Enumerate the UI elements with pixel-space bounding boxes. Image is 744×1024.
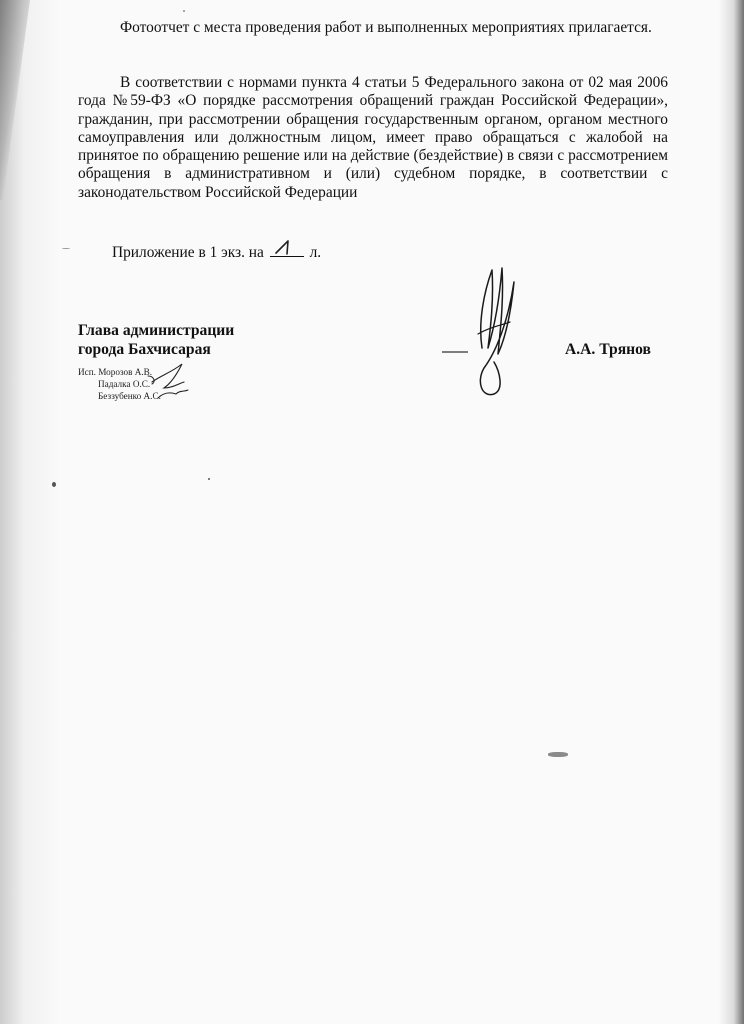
- executor-2: Падалка О.С.: [98, 379, 151, 389]
- paragraph-photo-report: Фотоотчет с места проведения работ и выполненных мероприятиях прилагается.: [120, 19, 652, 36]
- handwritten-signature: [438, 262, 528, 410]
- signatory-name: А.А. Трянов: [565, 341, 651, 358]
- page-fold-shadow: [0, 0, 30, 200]
- position-line-2: города Бахчисарая: [78, 341, 211, 358]
- executor-3: Беззубенко А.С.: [98, 391, 161, 401]
- paragraph-legal-notice: В соответствии с нормами пункта 4 статьи 5 Федерального закона от 02 мая 2006 года №59-ФЗ «О порядке рассмотрения обращений граждан Российской Федерации», гражданин, при рассмотрении обращения государственным органом, органом местного самоуправления или должностным лицом, имеет право обращаться с жалобой на принятое по обращению решение или на действие (бездействие) в связи с рассмотрением обращения в административном и (или) судебном порядке, в соответствии с законодательством Российской Федерации: [78, 74, 668, 201]
- scan-speck: [52, 482, 56, 487]
- appendix-sheet-count: [270, 242, 304, 257]
- scan-speck: [548, 752, 568, 757]
- appendix-line: [112, 242, 321, 262]
- appendix-suffix: л.: [309, 244, 322, 261]
- executor-1: Исп. Морозов А.В.: [78, 367, 153, 377]
- scan-shadow-right: [718, 0, 744, 1024]
- scan-speck: [208, 478, 210, 480]
- scan-speck: [62, 248, 70, 249]
- appendix-prefix: Приложение в 1 экз. на: [112, 244, 264, 261]
- executor-initials-signatures: [146, 358, 192, 402]
- scan-speck: [183, 10, 185, 12]
- position-line-1: Глава администрации: [78, 322, 235, 339]
- handwritten-one: [272, 238, 302, 258]
- scan-shadow-left: [0, 0, 60, 1024]
- signatory-position: [78, 321, 234, 359]
